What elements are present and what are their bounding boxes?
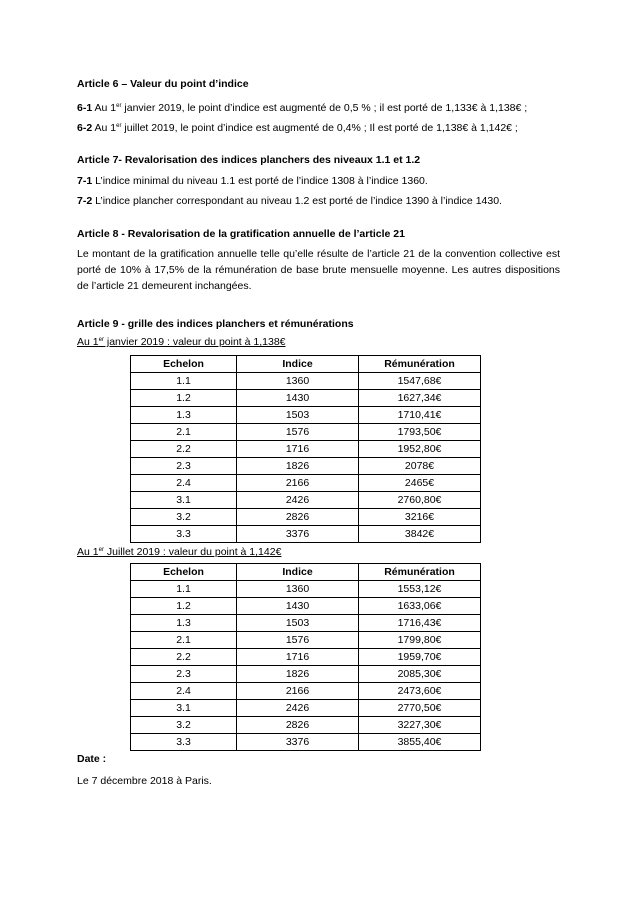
article-7-2-text: L’indice plancher correspondant au niveau 1.2 est porté de l’indice 1390 à l’indice 1430. (92, 195, 502, 207)
cell-remuneration: 2085,30€ (359, 666, 481, 683)
article-6-1-number: 6-1 (77, 102, 93, 114)
cell-indice: 2426 (237, 492, 359, 509)
cell-remuneration: 2473,60€ (359, 683, 481, 700)
article-6-2-pre: Au 1 (94, 122, 117, 134)
table-row (131, 407, 481, 424)
cell-indice: 1503 (237, 407, 359, 424)
table-header-row (131, 356, 481, 373)
column-header-echelon: Echelon (131, 564, 237, 581)
cell-remuneration: 1959,70€ (359, 649, 481, 666)
table-row (131, 581, 481, 598)
cell-indice: 1503 (237, 615, 359, 632)
table-1-caption-sup: er (98, 337, 104, 343)
table-row (131, 598, 481, 615)
article-6-2-sup: er (116, 123, 122, 129)
table-row (131, 666, 481, 683)
cell-indice: 2166 (237, 475, 359, 492)
cell-indice: 2826 (237, 509, 359, 526)
table-2-caption (77, 545, 281, 559)
cell-remuneration: 3227,30€ (359, 717, 481, 734)
cell-remuneration: 2770,50€ (359, 700, 481, 717)
table-row (131, 649, 481, 666)
date-label: Date : (77, 753, 107, 765)
cell-remuneration: 1633,06€ (359, 598, 481, 615)
cell-remuneration: 1716,43€ (359, 615, 481, 632)
cell-echelon: 3.1 (131, 492, 237, 509)
column-header-remuneration: Rémunération (359, 356, 481, 373)
table-row (131, 683, 481, 700)
cell-echelon: 1.3 (131, 615, 237, 632)
table-row (131, 458, 481, 475)
table-header-row (131, 564, 481, 581)
cell-echelon: 3.3 (131, 734, 237, 751)
cell-remuneration: 3855,40€ (359, 734, 481, 751)
table-row (131, 492, 481, 509)
cell-indice: 2426 (237, 700, 359, 717)
article-6-heading: Article 6 – Valeur du point d’indice (77, 78, 249, 90)
table-row (131, 475, 481, 492)
cell-remuneration: 1799,80€ (359, 632, 481, 649)
cell-remuneration: 1553,12€ (359, 581, 481, 598)
table-row (131, 441, 481, 458)
cell-remuneration: 3216€ (359, 509, 481, 526)
cell-indice: 1360 (237, 581, 359, 598)
article-6-1-pre: Au 1 (94, 102, 117, 114)
column-header-indice: Indice (237, 564, 359, 581)
table-2-caption-pre: Au 1 (77, 546, 99, 558)
article-7-heading: Article 7- Revalorisation des indices planchers des niveaux 1.1 et 1.2 (77, 154, 421, 166)
table-row (131, 615, 481, 632)
cell-indice: 1576 (237, 424, 359, 441)
cell-remuneration: 1952,80€ (359, 441, 481, 458)
column-header-indice: Indice (237, 356, 359, 373)
table-row (131, 700, 481, 717)
cell-remuneration: 1547,68€ (359, 373, 481, 390)
column-header-remuneration: Rémunération (359, 564, 481, 581)
cell-echelon: 2.2 (131, 649, 237, 666)
article-6-2-text: juillet 2019, le point d’indice est augmenté de 0,4% ; Il est porté de 1,138€ à 1,142€ ; (121, 122, 518, 134)
cell-echelon: 2.3 (131, 458, 237, 475)
cell-indice: 1716 (237, 649, 359, 666)
cell-indice: 2166 (237, 683, 359, 700)
article-6-1-text: janvier 2019, le point d’indice est augmenté de 0,5 % ; il est porté de 1,133€ à 1,138€ ; (121, 102, 528, 114)
article-9-heading: Article 9 - grille des indices planchers et rémunérations (77, 318, 354, 330)
cell-remuneration: 2760,80€ (359, 492, 481, 509)
cell-echelon: 1.3 (131, 407, 237, 424)
date-text: Le 7 décembre 2018 à Paris. (77, 775, 212, 787)
table-2-caption-text: Juillet 2019 : valeur du point à 1,142€ (103, 546, 282, 558)
article-7-1-number: 7-1 (77, 175, 93, 187)
cell-indice: 1826 (237, 666, 359, 683)
cell-remuneration: 1710,41€ (359, 407, 481, 424)
cell-echelon: 2.4 (131, 683, 237, 700)
cell-echelon: 3.2 (131, 717, 237, 734)
cell-echelon: 3.1 (131, 700, 237, 717)
article-7-1-text: L’indice minimal du niveau 1.1 est porté de l’indice 1308 à l’indice 1360. (92, 175, 428, 187)
table-2-caption-sup: er (98, 547, 104, 553)
cell-echelon: 2.1 (131, 424, 237, 441)
cell-remuneration: 2078€ (359, 458, 481, 475)
cell-echelon: 1.2 (131, 390, 237, 407)
cell-echelon: 2.2 (131, 441, 237, 458)
cell-indice: 1716 (237, 441, 359, 458)
cell-remuneration: 3842€ (359, 526, 481, 543)
article-6-2 (77, 121, 518, 135)
table-row (131, 526, 481, 543)
article-6-2-number: 6-2 (77, 122, 93, 134)
cell-echelon: 1.2 (131, 598, 237, 615)
article-7-2 (77, 194, 502, 208)
remuneration-table-july (130, 563, 481, 751)
cell-remuneration: 2465€ (359, 475, 481, 492)
cell-remuneration: 1793,50€ (359, 424, 481, 441)
table-1-caption-text: janvier 2019 : valeur du point à 1,138€ (103, 336, 286, 348)
table-row (131, 509, 481, 526)
article-7-1 (77, 174, 428, 188)
remuneration-table-january (130, 355, 481, 543)
table-row (131, 632, 481, 649)
table-1-caption (77, 335, 286, 349)
cell-indice: 1430 (237, 598, 359, 615)
cell-remuneration: 1627,34€ (359, 390, 481, 407)
cell-echelon: 3.3 (131, 526, 237, 543)
cell-echelon: 2.3 (131, 666, 237, 683)
table-row (131, 373, 481, 390)
article-8-heading: Article 8 - Revalorisation de la gratification annuelle de l’article 21 (77, 228, 405, 240)
table-row (131, 390, 481, 407)
cell-echelon: 2.1 (131, 632, 237, 649)
article-6-1-sup: er (116, 103, 122, 109)
cell-indice: 1430 (237, 390, 359, 407)
cell-indice: 3376 (237, 734, 359, 751)
article-7-2-number: 7-2 (77, 195, 93, 207)
article-8-body: Le montant de la gratification annuelle telle qu’elle résulte de l’article 21 de la convention collective est porté de 10% à 17,5% de la rémunération de base brute mensuelle moyenne. Les autres dispositions de l’article 21 demeurent inchangées. (77, 248, 560, 292)
table-row (131, 424, 481, 441)
article-6-1 (77, 101, 527, 115)
table-row (131, 734, 481, 751)
cell-indice: 1576 (237, 632, 359, 649)
cell-indice: 2826 (237, 717, 359, 734)
table-1-caption-pre: Au 1 (77, 336, 99, 348)
cell-indice: 3376 (237, 526, 359, 543)
column-header-echelon: Echelon (131, 356, 237, 373)
table-row (131, 717, 481, 734)
cell-echelon: 2.4 (131, 475, 237, 492)
cell-echelon: 1.1 (131, 373, 237, 390)
cell-indice: 1360 (237, 373, 359, 390)
cell-echelon: 1.1 (131, 581, 237, 598)
cell-echelon: 3.2 (131, 509, 237, 526)
cell-indice: 1826 (237, 458, 359, 475)
